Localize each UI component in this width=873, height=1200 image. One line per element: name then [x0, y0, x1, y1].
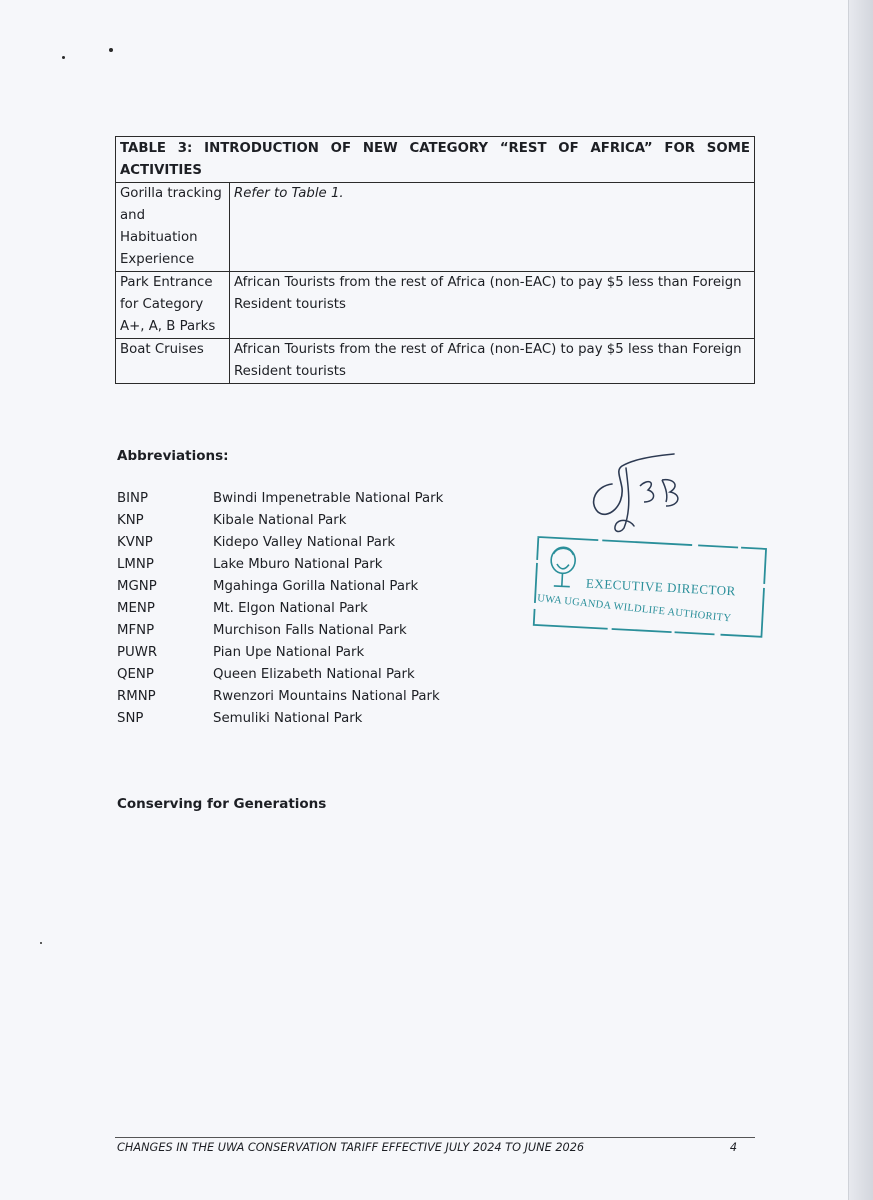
activity-cell: Park Entrance for Category A+, A, B Parks — [116, 272, 230, 339]
official-stamp — [532, 529, 772, 641]
table-row — [116, 183, 755, 272]
list-item — [117, 686, 443, 708]
list-item — [117, 664, 443, 686]
scan-speck — [62, 56, 65, 59]
motto: Conserving for Generations — [117, 796, 327, 812]
list-item — [117, 554, 443, 576]
table-row — [116, 272, 755, 339]
activity-cell: Gorilla tracking and Habituation Experience — [116, 183, 230, 272]
abbr-name: Mt. Elgon National Park — [213, 601, 368, 616]
table-row — [116, 339, 755, 384]
abbr-name: Kidepo Valley National Park — [213, 535, 396, 550]
abbr-code: KNP — [117, 513, 144, 528]
signature — [582, 436, 702, 536]
stamp-org: UWA UGANDA WILDLIFE AUTHORITY — [536, 593, 732, 625]
list-item — [117, 642, 443, 664]
table-3 — [115, 136, 755, 384]
abbr-code: LMNP — [117, 557, 154, 572]
list-item — [117, 598, 443, 620]
abbr-name: Pian Upe National Park — [213, 645, 365, 660]
abbr-code: QENP — [117, 667, 154, 682]
abbr-name: Semuliki National Park — [213, 711, 363, 726]
scan-speck — [109, 48, 113, 52]
scan-speck — [40, 942, 42, 944]
abbr-code: RMNP — [117, 689, 156, 704]
uwa-emblem-icon — [550, 547, 576, 587]
abbr-name: Kibale National Park — [213, 513, 347, 528]
abbr-name: Mgahinga Gorilla National Park — [213, 579, 419, 594]
detail-cell: Refer to Table 1. — [230, 183, 755, 272]
activity-cell: Boat Cruises — [116, 339, 230, 384]
abbr-name: Rwenzori Mountains National Park — [213, 689, 440, 704]
list-item — [117, 488, 443, 510]
abbr-code: MFNP — [117, 623, 155, 638]
list-item — [117, 510, 443, 532]
table-title: TABLE 3: INTRODUCTION OF NEW CATEGORY “REST OF AFRICA” FOR SOME ACTIVITIES — [116, 137, 755, 183]
abbr-name: Lake Mburo National Park — [213, 557, 383, 572]
abbr-name: Bwindi Impenetrable National Park — [213, 491, 444, 506]
abbr-name: Murchison Falls National Park — [213, 623, 407, 638]
abbr-code: PUWR — [117, 645, 158, 660]
page-edge — [848, 0, 873, 1200]
abbr-code: KVNP — [117, 535, 153, 550]
footer-rule — [115, 1137, 755, 1138]
detail-cell: African Tourists from the rest of Africa (non-EAC) to pay $5 less than Foreign Resident tourists — [230, 339, 755, 384]
abbreviations-list — [117, 488, 443, 730]
abbr-code: MENP — [117, 601, 155, 616]
list-item — [117, 532, 443, 554]
footer — [117, 1141, 737, 1154]
list-item — [117, 708, 443, 730]
list-item — [117, 576, 443, 598]
list-item — [117, 620, 443, 642]
abbr-code: BINP — [117, 491, 149, 506]
abbreviations-heading: Abbreviations: — [117, 448, 229, 464]
page-number: 4 — [729, 1141, 737, 1154]
stamp-title: EXECUTIVE DIRECTOR — [585, 575, 737, 599]
abbr-code: SNP — [117, 711, 144, 726]
abbr-name: Queen Elizabeth National Park — [213, 667, 415, 682]
abbr-code: MGNP — [117, 579, 157, 594]
detail-cell: African Tourists from the rest of Africa (non-EAC) to pay $5 less than Foreign Resident tourists — [230, 272, 755, 339]
footer-title: CHANGES IN THE UWA CONSERVATION TARIFF EFFECTIVE JULY 2024 TO JUNE 2026 — [117, 1141, 585, 1154]
